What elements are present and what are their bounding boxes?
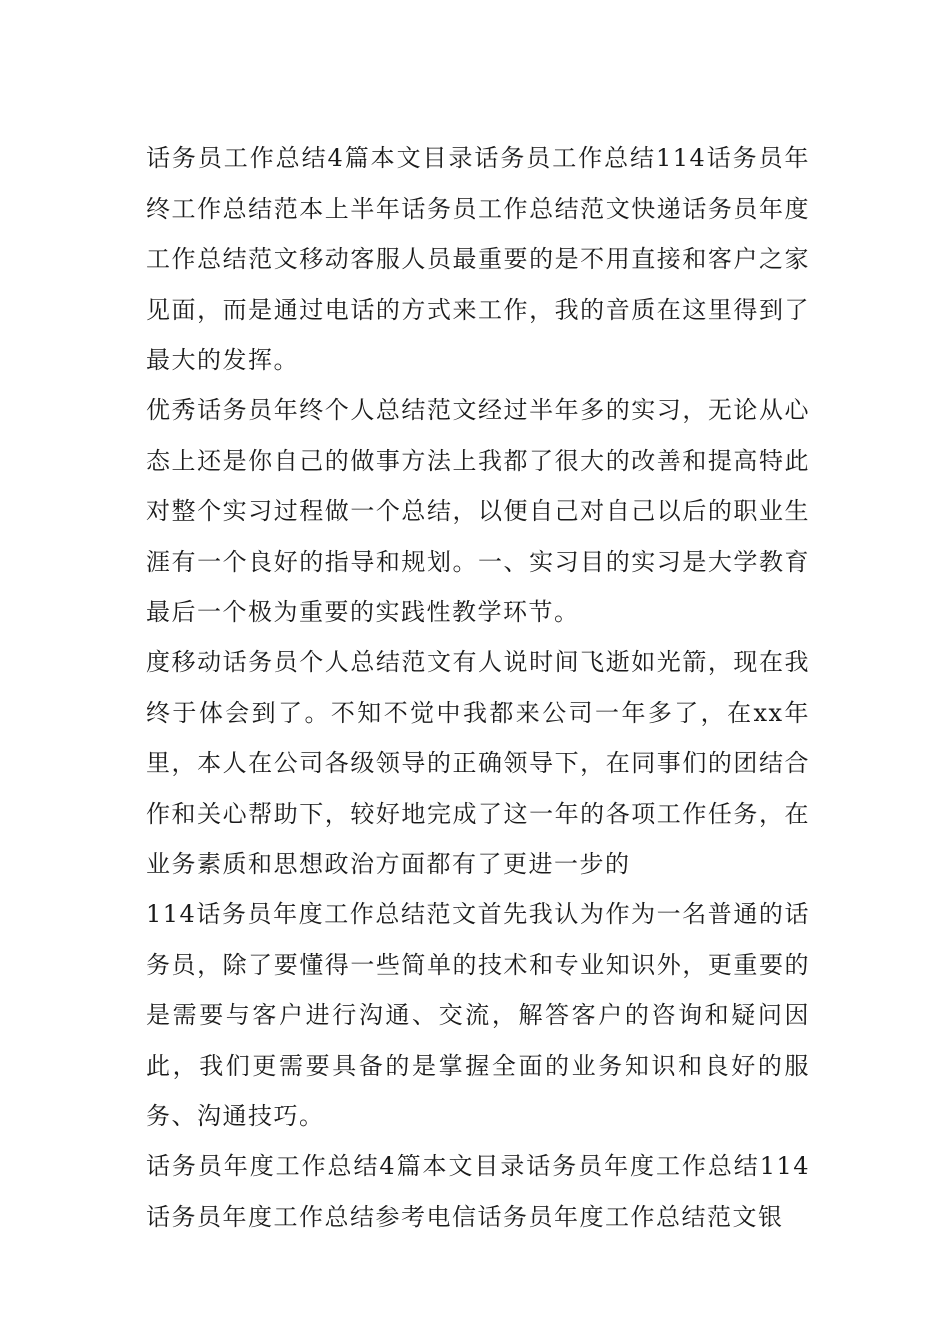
paragraph-2: 优秀话务员年终个人总结范文经过半年多的实习，无论从心态上还是你自己的做事方法上我都了很大的改善和提高特此对整个实习过程做一个总结，以便自己对自己以后的职业生涯有一个良好的指导和规划。一、实习目的实习是大学教育最后一个极为重要的实践性教学环节。 <box>146 396 810 626</box>
document-body <box>146 133 810 1251</box>
paragraph-4: 114话务员年度工作总结范文首先我认为作为一名普通的话务员，除了要懂得一些简单的技术和专业知识外，更重要的是需要与客户进行沟通、交流，解答客户的咨询和疑问因此，我们更需要具备的是掌握全面的业务知识和良好的服务、沟通技巧。 <box>146 900 810 1130</box>
paragraph-1: 话务员工作总结4篇本文目录话务员工作总结114话务员年终工作总结范本上半年话务员工作总结范文快递话务员年度工作总结范文移动客服人员最重要的是不用直接和客户之家见面，而是通过电话的方式来工作，我的音质在这里得到了最大的发挥。 <box>146 144 810 374</box>
paragraph-5: 话务员年度工作总结4篇本文目录话务员年度工作总结114话务员年度工作总结参考电信话务员年度工作总结范文银 <box>146 1152 810 1231</box>
paragraph-3: 度移动话务员个人总结范文有人说时间飞逝如光箭，现在我终于体会到了。不知不觉中我都来公司一年多了，在xx年里，本人在公司各级领导的正确领导下，在同事们的团结合作和关心帮助下，较好地完成了这一年的各项工作任务，在业务素质和思想政治方面都有了更进一步的 <box>146 648 810 878</box>
